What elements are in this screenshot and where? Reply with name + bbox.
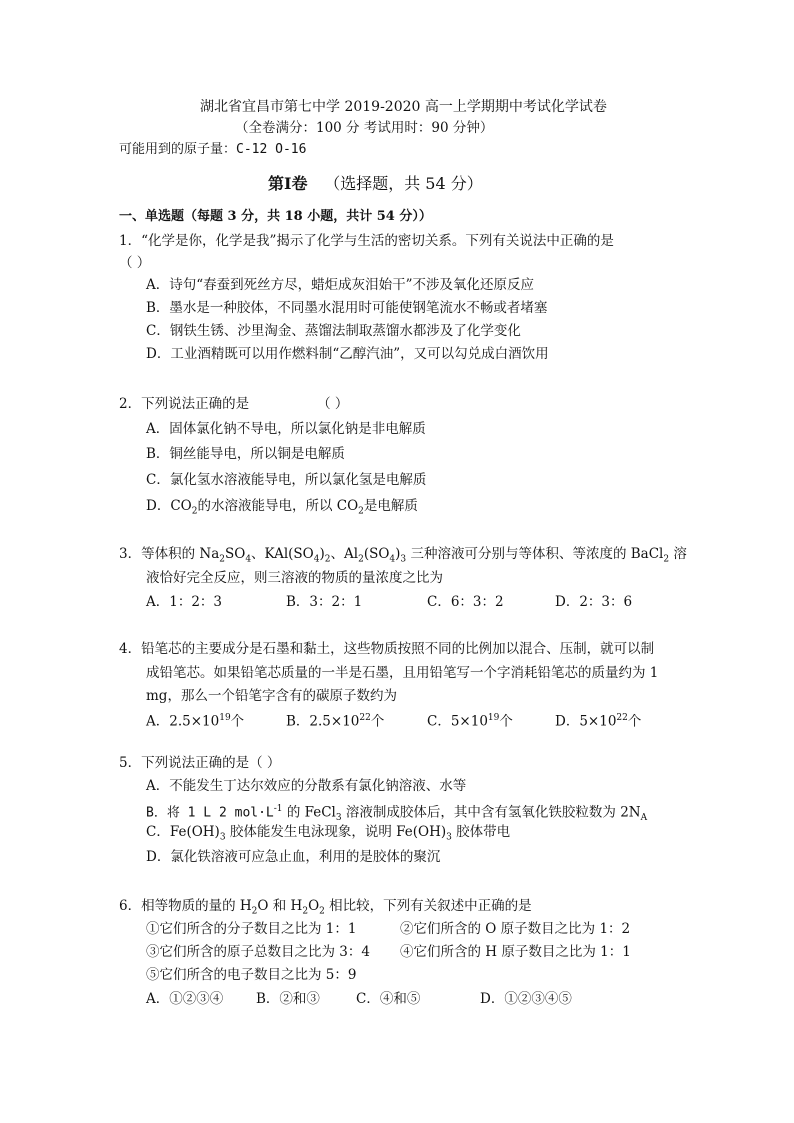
exam-title: 湖北省宜昌市第七中学 2019-2020 高一上学期期中考试化学试卷 [200,99,607,115]
q6-option-d: D．①②③④⑤ [480,991,572,1007]
q4-b-text: B．2.5×10 [286,713,360,730]
q3-text: 、Al [330,546,359,562]
q2-answer-paren: （ ） [317,396,349,412]
q3-sub: 4 [313,554,320,565]
q4-stem-line3: mg，那么一个铅笔字含有的碳原子数约为 [146,688,397,704]
q3-text: 、KAl(SO [251,546,314,562]
q5-b-text: 的 FeCl [282,804,336,821]
q3-text: ) [319,546,325,562]
q6-statement-5: ⑤它们所含的电子数目之比为 5：9 [146,967,357,983]
q1-answer-paren: （ ） [119,255,151,271]
q4-a-exp: 19 [219,713,231,723]
q2-d-text: 是电解质 [363,498,418,514]
q3-text: (SO [363,546,390,562]
q2-option-b: B．铜丝能导电，所以铜是电解质 [146,446,345,462]
q6-option-a: A．①②③④ [146,991,224,1007]
q3-text: 溶 [669,546,687,562]
atomic-mass-note: 可能用到的原子量：C-12 O-16 [119,142,307,157]
q5-b-text: 溶液制成胶体后，其中含有氢氧化铁胶粒数为 2N [341,804,641,821]
q6-text: O 和 H [257,898,303,914]
q2-d-sub: 2 [191,506,198,517]
q2-d-text: 的水溶液能导电，所以 CO [197,498,359,514]
q5-b-sub: A [640,813,648,824]
section-title [268,175,483,193]
q4-option-c [427,709,513,731]
q4-a-unit: 个 [230,713,245,730]
q4-a-text: A．2.5×10 [146,713,220,730]
q1-option-a: A．诗句“春蚕到死丝方尽，蜡炬成灰泪始干”不涉及氧化还原反应 [146,277,535,293]
q1-option-c: C．钢铁生锈、沙里淘金、蒸馏法制取蒸馏水都涉及了化学变化 [146,323,521,339]
q2-stem-text: 2．下列说法正确的是 [119,396,250,412]
q2-option-a: A．固体氯化钠不导电，所以氯化钠是非电解质 [146,421,426,437]
q5-stem: 5．下列说法正确的是（ ） [119,755,281,771]
q3-text: 3．等体积的 Na [119,546,220,562]
q5-b-sub: 3 [335,813,342,824]
q5-option-d: D．氯化铁溶液可应急止血，利用的是胶体的聚沉 [146,849,441,865]
q6-text: 6．相等物质的量的 H [119,898,252,914]
q6-statement-4: ④它们所含的 H 原子数目之比为 1：1 [400,944,631,960]
q3-sub: 2 [324,554,331,565]
q3-option-c: C．6：3：2 [427,594,504,610]
q3-stem-line2: 液恰好完全反应，则三溶液的物质的量浓度之比为 [146,570,443,586]
q6-statement-1: ①它们所含的分子数目之比为 1：1 [146,921,357,937]
q3-text: SO [224,546,246,562]
q3-sub: 4 [245,554,252,565]
section-subtitle: （选择题，共 54 分） [324,174,483,193]
q4-option-a [146,709,244,731]
q5-option-a: A．不能发生丁达尔效应的分散系有氯化钠溶液、水等 [146,778,467,794]
q3-sub: 4 [389,554,396,565]
q2-d-text: D．CO [146,498,192,514]
q2-option-d [146,497,418,521]
q4-c-exp: 19 [487,713,500,723]
q4-option-d [555,709,641,731]
q6-sub: 2 [251,906,258,917]
q4-c-unit: 个 [499,713,513,730]
q6-option-c: C．④和⑤ [356,991,421,1007]
q3-text: 三种溶液可分别与等体积、等浓度的 BaCl [406,546,664,562]
q3-sub: 3 [400,554,407,565]
q2-stem [119,395,348,413]
q3-sub: 2 [663,554,670,565]
part-header: 一、单选题（每题 3 分，共 18 小题，共计 54 分）） [119,209,432,224]
q4-b-exp: 22 [359,713,371,723]
score-info: （全卷满分：100 分 考试用时：90 分钟） [235,120,494,136]
q3-option-a: A．1：2：3 [146,594,223,610]
q4-stem-line1: 4．铅笔芯的主要成分是石墨和黏土，这些物质按照不同的比例加以混合、压制，就可以制 [119,641,655,657]
q5-c-text: 胶体带电 [451,824,511,840]
q6-statement-3: ③它们所含的原子总数目之比为 3：4 [146,944,370,960]
q6-option-b: B．②和③ [256,991,320,1007]
q3-option-b: B．3：2：1 [286,594,363,610]
q4-d-unit: 个 [627,713,642,730]
q3-text: ) [395,546,401,562]
q4-d-exp: 22 [616,713,628,723]
q1-stem: 1．“化学是你，化学是我”揭示了化学与生活的密切关系。下列有关说法中正确的是 [119,233,614,249]
q4-b-unit: 个 [370,713,385,730]
q5-b-exp: -1 [273,804,283,814]
q3-sub: 2 [219,554,225,565]
q5-option-c [146,823,510,847]
section-name: 第Ⅰ卷 [268,174,308,193]
q4-d-text: D．5×10 [555,713,617,730]
q4-c-text: C．5×10 [427,713,488,730]
q2-option-c: C．氯化氢水溶液能导电，所以氯化氢是电解质 [146,472,427,488]
q1-option-b: B．墨水是一种胶体，不同墨水混用时可能使钢笔流水不畅或者堵塞 [146,300,548,316]
q5-c-sub: 3 [219,832,226,843]
q6-text: O [308,898,320,914]
q3-option-d: D．2：3：6 [555,594,633,610]
q6-sub: 2 [319,906,325,917]
q5-c-text: C．Fe(OH) [146,824,220,840]
q5-c-sub: 3 [446,832,452,843]
q1-option-d: D．工业酒精既可以用作燃料制“乙醇汽油”，又可以勾兑成白酒饮用 [146,346,549,362]
q5-b-text: B．将 1 L 2 mol·L [146,805,274,821]
q4-option-b [286,709,384,731]
q4-stem-line2: 成铅笔芯。如果铅笔芯质量的一半是石墨，且用铅笔写一个字消耗铅笔芯的质量约为 1 [146,665,659,681]
q6-sub: 2 [302,906,309,917]
q3-stem [119,545,687,569]
q5-c-text: 胶体能发生电泳现象，说明 Fe(OH) [225,824,447,840]
q6-text: 相比较，下列有关叙述中正确的是 [324,898,532,914]
q3-sub: 2 [358,554,364,565]
q2-d-sub: 2 [358,506,364,517]
q6-statement-2: ②它们所含的 O 原子数目之比为 1：2 [400,921,631,937]
q6-stem [119,897,532,921]
